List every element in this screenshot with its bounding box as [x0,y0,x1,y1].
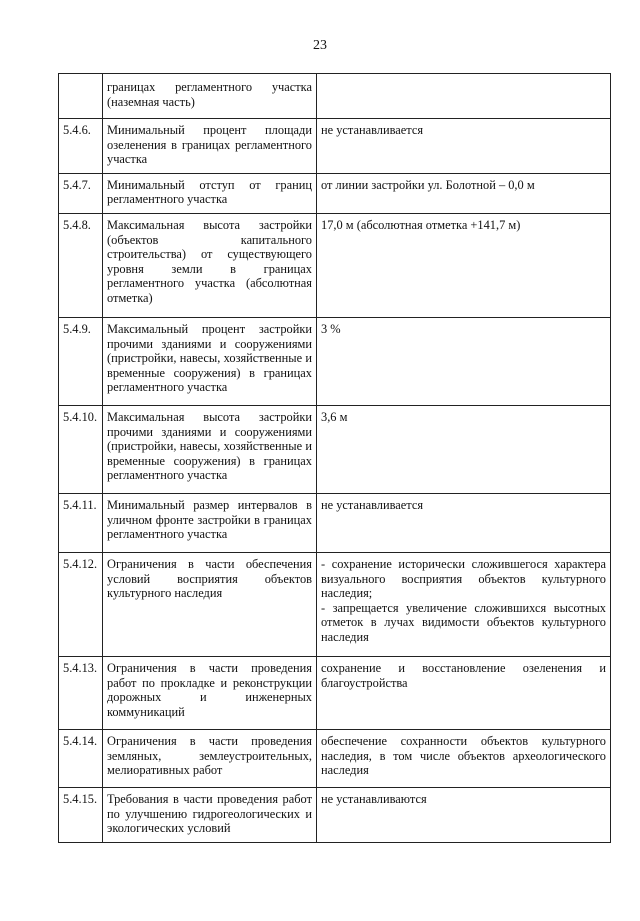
parameter-value: не устанавливаются [317,787,611,842]
parameter-name: Минимальный процент площади озеленения в границах регламентного участка [103,119,317,174]
table-row [59,173,611,213]
parameter-name: Минимальный размер интервалов в уличном фронте застройки в границах регламентного участка [103,493,317,552]
row-number: 5.4.8. [59,213,103,317]
parameter-name: Максимальная высота застройки (объектов капитального строительства) от существующего уровня земли в границах регламентного участка (абсолютная отметка) [103,213,317,317]
table-row [59,405,611,493]
parameter-name: границах регламентного участка (наземная часть) [103,74,317,119]
page-number: 23 [313,38,327,53]
row-number: 5.4.14. [59,729,103,787]
table-row [59,317,611,405]
parameter-value: от линии застройки ул. Болотной – 0,0 м [317,173,611,213]
table-row [59,729,611,787]
parameter-value: обеспечение сохранности объектов культурного наследия, в том числе объектов археологического наследия [317,729,611,787]
parameter-name: Минимальный отступ от границ регламентного участка [103,173,317,213]
row-number [59,74,103,119]
table-row [59,213,611,317]
table-row [59,787,611,842]
row-number: 5.4.12. [59,552,103,656]
parameter-value: 3 % [317,317,611,405]
row-number: 5.4.10. [59,405,103,493]
row-number: 5.4.6. [59,119,103,174]
parameter-name: Ограничения в части проведения земляных, землеустроительных, мелиоративных работ [103,729,317,787]
row-number: 5.4.13. [59,656,103,729]
table-row [59,552,611,656]
parameter-name: Ограничения в части обеспечения условий восприятия объектов культурного наследия [103,552,317,656]
table-row [59,656,611,729]
table-row [59,493,611,552]
parameter-name: Ограничения в части проведения работ по прокладке и реконструкции дорожных и инженерных коммуникаций [103,656,317,729]
parameter-value: не устанавливается [317,119,611,174]
parameter-name: Максимальный процент застройки прочими зданиями и сооружениями (пристройки, навесы, хозяйственные и временные сооружения) в границах регламентного участка [103,317,317,405]
table-row [59,74,611,119]
row-number: 5.4.7. [59,173,103,213]
parameter-name: Максимальная высота застройки прочими зданиями и сооружениями (пристройки, навесы, хозяйственные и временные сооружения) в границах регламентного участка [103,405,317,493]
parameter-value [317,74,611,119]
parameter-value: - сохранение исторически сложившегося характера визуального восприятия объектов культурного наследия; - запрещается увеличение сложившихся высотных отметок в лучах видимости объектов культурного наследия [317,552,611,656]
row-number: 5.4.11. [59,493,103,552]
row-number: 5.4.15. [59,787,103,842]
parameter-name: Требования в части проведения работ по улучшению гидрогеологических и экологических условий [103,787,317,842]
row-number: 5.4.9. [59,317,103,405]
parameter-value: не устанавливается [317,493,611,552]
table-row [59,119,611,174]
regulations-table [58,73,611,843]
parameter-value: 17,0 м (абсолютная отметка +141,7 м) [317,213,611,317]
parameter-value: 3,6 м [317,405,611,493]
parameter-value: сохранение и восстановление озеленения и благоустройства [317,656,611,729]
